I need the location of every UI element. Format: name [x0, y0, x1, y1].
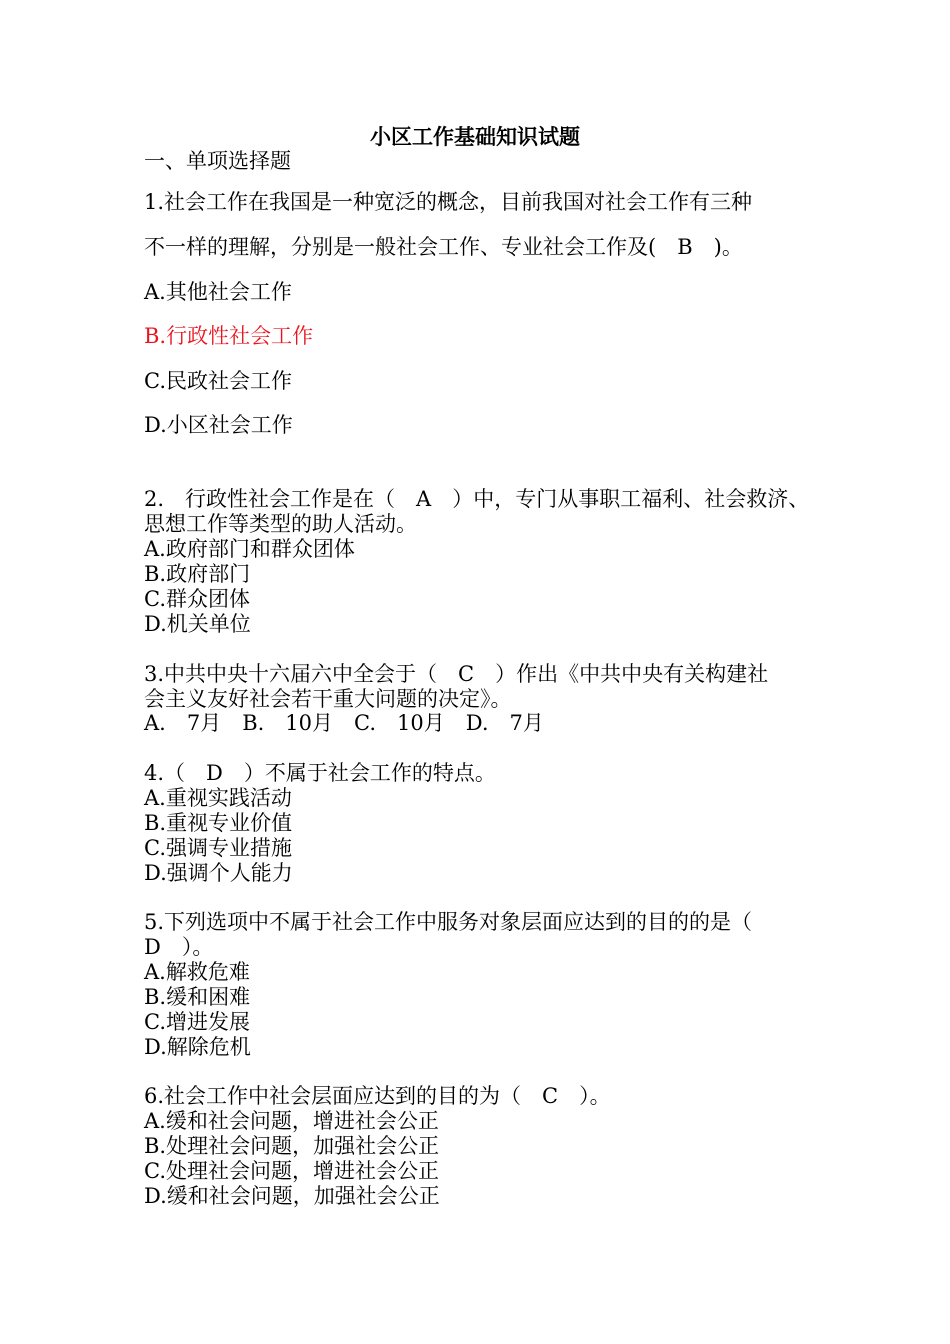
question-3-text-line-1: 3.中共中央十六届六中全会于（ C ）作出《中共中央有关构建社 — [144, 662, 769, 686]
question-2-option-c: C.群众团体 — [144, 587, 250, 611]
question-2-text-line-1: 2. 行政性社会工作是在（ A ）中，专门从事职工福利、社会救济、 — [144, 487, 810, 511]
question-1-option-a: A.其他社会工作 — [144, 280, 292, 304]
question-4-option-a: A.重视实践活动 — [144, 786, 292, 810]
question-6-option-c: C.处理社会问题，增进社会公正 — [144, 1159, 439, 1183]
question-6-option-d: D.缓和社会问题，加强社会公正 — [144, 1184, 440, 1208]
question-6-text-line-1: 6.社会工作中社会层面应达到的目的为（ C ）。 — [144, 1084, 611, 1108]
question-3-options: A. 7月 B. 10月 C. 10月 D. 7月 — [144, 711, 544, 735]
section-heading: 一、单项选择题 — [144, 149, 291, 173]
question-5-text-line-2: D ）。 — [144, 935, 214, 959]
question-5-option-d: D.解除危机 — [144, 1035, 251, 1059]
question-2-option-d: D.机关单位 — [144, 612, 251, 636]
question-6-option-b: B.处理社会问题，加强社会公正 — [144, 1134, 440, 1158]
question-4-option-c: C.强调专业措施 — [144, 836, 292, 860]
question-4-text-line-1: 4.（ D ）不属于社会工作的特点。 — [144, 761, 496, 785]
question-1-option-d: D.小区社会工作 — [144, 413, 293, 437]
question-4-option-d: D.强调个人能力 — [144, 861, 293, 885]
document-title: 小区工作基础知识试题 — [370, 124, 580, 149]
question-4-option-b: B.重视专业价值 — [144, 811, 293, 835]
question-5-option-c: C.增进发展 — [144, 1010, 250, 1034]
question-1-option-b-answer: B.行政性社会工作 — [144, 324, 314, 348]
question-1-option-c: C.民政社会工作 — [144, 369, 292, 393]
question-5-option-b: B.缓和困难 — [144, 985, 251, 1009]
question-6-option-a: A.缓和社会问题，增进社会公正 — [144, 1109, 439, 1133]
question-2-option-a: A.政府部门和群众团体 — [144, 537, 355, 561]
question-2-text-line-2: 思想工作等类型的助人活动。 — [144, 512, 417, 536]
question-1-text-line-2: 不一样的理解，分别是一般社会工作、专业社会工作及( B )。 — [144, 235, 743, 259]
question-5-text-line-1: 5.下列选项中不属于社会工作中服务对象层面应达到的目的的是（ — [144, 910, 753, 934]
question-3-text-line-2: 会主义友好社会若干重大问题的决定》。 — [144, 687, 512, 711]
question-1-text-line-1: 1.社会工作在我国是一种宽泛的概念，目前我国对社会工作有三种 — [144, 190, 753, 214]
question-5-option-a: A.解救危难 — [144, 960, 250, 984]
question-2-option-b: B.政府部门 — [144, 562, 251, 586]
